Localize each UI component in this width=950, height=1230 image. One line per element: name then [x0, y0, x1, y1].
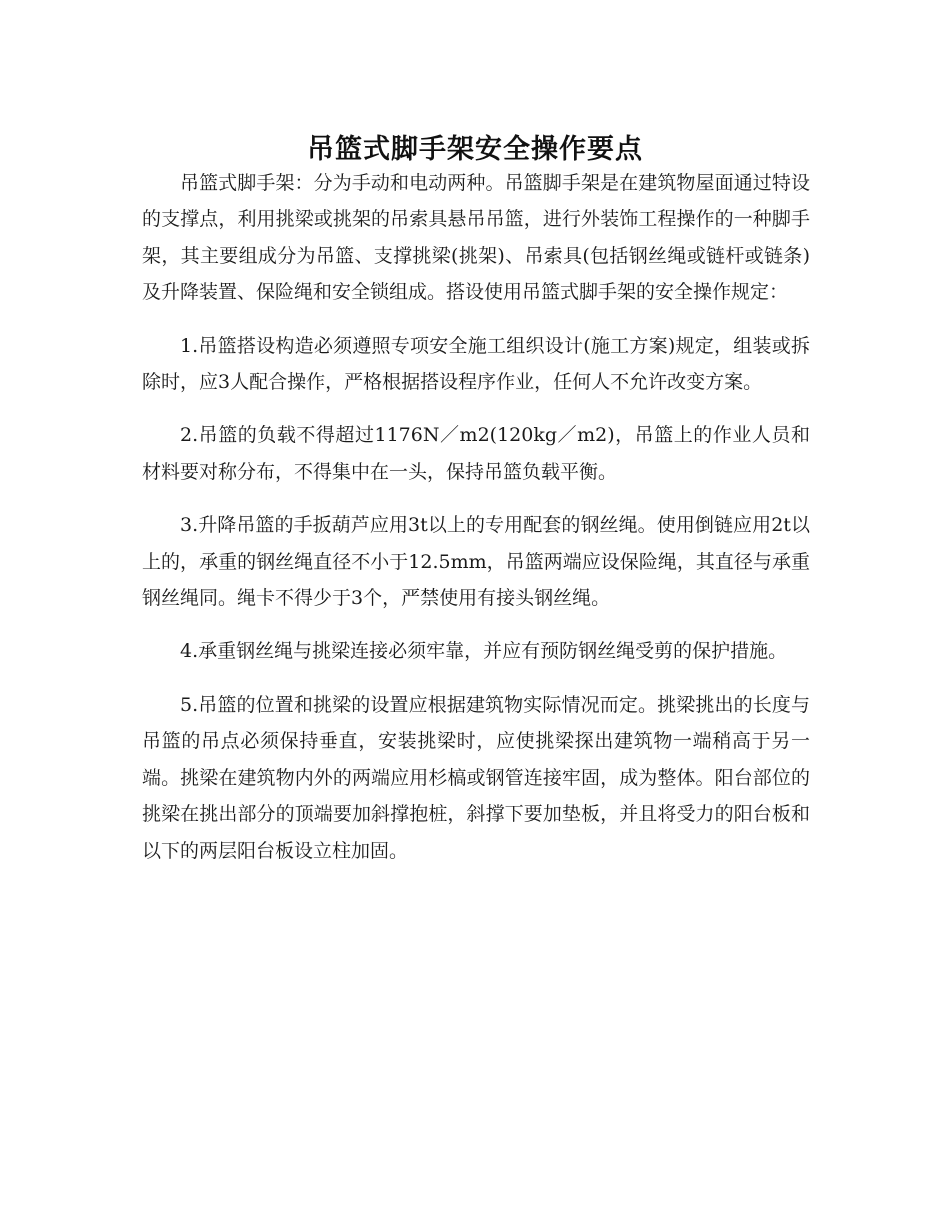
rule-paragraph-5: 5.吊篮的位置和挑梁的设置应根据建筑物实际情况而定。挑梁挑出的长度与吊篮的吊点必须保持垂直，安装挑梁时，应使挑梁探出建筑物一端稍高于另一端。挑梁在建筑物内外的两端应用杉槁或钢管连接牢固，成为整体。阳台部位的挑梁在挑出部分的顶端要加斜撑抱桩，斜撑下要加垫板，并且将受力的阳台板和以下的两层阳台板设立柱加固。: [142, 693, 810, 862]
document-body: [142, 165, 810, 886]
rule-paragraph-3: 3.升降吊篮的手扳葫芦应用3t以上的专用配套的钢丝绳。使用倒链应用2t以上的，承重的钢丝绳直径不小于12.5mm，吊篮两端应设保险绳，其直径与承重钢丝绳同。绳卡不得少于3个，严禁使用有接头钢丝绳。: [142, 514, 810, 610]
rule-paragraph-1: 1.吊篮搭设构造必须遵照专项安全施工组织设计(施工方案)规定，组装或拆除时，应3人配合操作，严格根据搭设程序作业，任何人不允许改变方案。: [142, 334, 810, 394]
page-title: 吊篮式脚手架安全操作要点: [307, 134, 643, 166]
rule-paragraph-4: 4.承重钢丝绳与挑梁连接必须牢靠，并应有预防钢丝绳受剪的保护措施。: [180, 640, 788, 663]
intro-paragraph: 吊篮式脚手架：分为手动和电动两种。吊篮脚手架是在建筑物屋面通过特设的支撑点，利用挑梁或挑架的吊索具悬吊吊篮，进行外装饰工程操作的一种脚手架，其主要组成分为吊篮、支撑挑梁(挑架)、吊索具(包括钢丝绳或链杆或链条)及升降装置、保险绳和安全锁组成。搭设使用吊篮式脚手架的安全操作规定：: [142, 172, 810, 304]
rule-paragraph-2: 2.吊篮的负载不得超过1176N／m2(120kg／m2)，吊篮上的作业人员和材料要对称分布，不得集中在一头，保持吊篮负载平衡。: [142, 424, 810, 483]
